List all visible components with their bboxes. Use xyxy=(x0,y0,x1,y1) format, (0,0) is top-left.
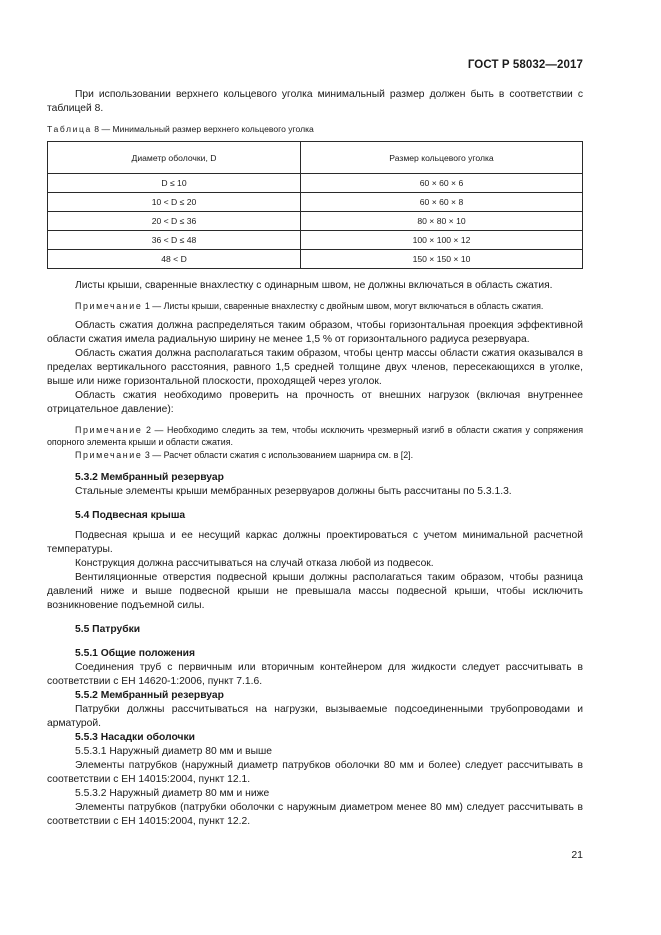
table-caption-text: 8 — Минимальный размер верхнего кольцевого уголка xyxy=(91,124,314,134)
section-5-5-2-heading: 5.5.2 Мембранный резервуар xyxy=(75,690,224,701)
note-3 xyxy=(47,449,583,462)
table-8 xyxy=(47,141,583,269)
section-5-5-3-2-text: Элементы патрубков (патрубки оболочки с наружным диаметром менее 80 мм) следует рассчитывать в соответствии с ЕН 14015:2004, пункт 12.2. xyxy=(47,802,583,827)
section-5-5-3-heading: 5.5.3 Насадки оболочки xyxy=(75,732,195,743)
size-cell: 80 × 80 × 10 xyxy=(301,212,583,231)
size-cell: 150 × 150 × 10 xyxy=(301,250,583,269)
page-content xyxy=(47,88,583,829)
section-5-5-heading: 5.5 Патрубки xyxy=(75,624,141,635)
document-header: ГОСТ Р 58032—2017 xyxy=(467,59,583,71)
table-row xyxy=(48,231,583,250)
section-5-3-2-heading: 5.3.2 Мембранный резервуар xyxy=(75,472,224,483)
table-caption xyxy=(47,122,583,136)
note-2-text: 2 — Необходимо следить за тем, чтобы исключить чрезмерный изгиб в области сжатия у сопряжения опорного элемента крыши и области сжатия. xyxy=(47,424,583,447)
note-1 xyxy=(47,300,583,313)
diameter-cell: 48 < D xyxy=(48,250,301,269)
section-5-5-3-2-heading: 5.5.3.2 Наружный диаметр 80 мм и ниже xyxy=(75,788,270,799)
diameter-cell: 36 < D ≤ 48 xyxy=(48,231,301,250)
size-cell: 60 × 60 × 6 xyxy=(301,174,583,193)
section-5-4-paragraph-1: Подвесная крыша и ее несущий каркас должны проектироваться с учетом минимальной расчетной температуры. xyxy=(47,530,583,555)
section-5-5-1-heading: 5.5.1 Общие положения xyxy=(75,648,195,659)
diameter-cell: 20 < D ≤ 36 xyxy=(48,212,301,231)
size-cell: 100 × 100 × 12 xyxy=(301,231,583,250)
section-5-4-heading: 5.4 Подвесная крыша xyxy=(75,510,186,521)
size-cell: 60 × 60 × 8 xyxy=(301,193,583,212)
section-5-5-3-1-heading: 5.5.3.1 Наружный диаметр 80 мм и выше xyxy=(75,746,273,757)
table-row xyxy=(48,193,583,212)
table-row xyxy=(48,212,583,231)
section-5-5-2-text: Патрубки должны рассчитываться на нагрузки, вызываемые подсоединенными трубопроводами и арматурой. xyxy=(47,704,583,729)
compression-area-paragraph-3: Область сжатия необходимо проверить на прочность от внешних нагрузок (включая внутреннее отрицательное давление): xyxy=(47,389,583,415)
table-row xyxy=(48,250,583,269)
intro-paragraph: При использовании верхнего кольцевого уголка минимальный размер должен быть в соответствии с таблицей 8. xyxy=(47,89,583,114)
section-5-4-paragraph-2: Конструкция должна рассчитываться на случай отказа любой из подвесок. xyxy=(75,558,434,569)
column-header-diameter: Диаметр оболочки, D xyxy=(48,142,301,174)
compression-area-paragraph-2: Область сжатия должна располагаться таким образом, чтобы центр массы области сжатия оказывался в пределах вертикального расстояния, равного 1,5 средней толщине двух членов, пересекающихся в уголке, выше или ниже горизонтальной плоскости, проходящей через уголок. xyxy=(47,347,583,387)
compression-area-paragraph-1: Область сжатия должна распределяться таким образом, чтобы горизонтальная проекция эффективной области сжатия имела радиальную ширину не менее 1,5 % от горизонтального радиуса резервуара. xyxy=(47,319,583,345)
note-label: Примечание xyxy=(75,449,143,460)
section-5-4-paragraph-3: Вентиляционные отверстия подвесной крыши должны располагаться таким образом, чтобы разница давлений ниже и выше подвесной крыши не превышала массы подвесной крыши, чтобы исключить возникновение подъемной силы. xyxy=(47,572,583,611)
section-5-3-2-text: Стальные элементы крыши мембранных резервуаров должны быть рассчитаны по 5.3.1.3. xyxy=(75,486,512,497)
table-header-row xyxy=(48,142,583,174)
page-number: 21 xyxy=(571,849,583,861)
diameter-cell: D ≤ 10 xyxy=(48,174,301,193)
section-5-5-1-text: Соединения труб с первичным или вторичным контейнером для жидкости следует рассчитывать в соответствии с ЕН 14620-1:2006, пункт 7.1.6. xyxy=(47,662,583,687)
diameter-cell: 10 < D ≤ 20 xyxy=(48,193,301,212)
note-1-text: 1 — Листы крыши, сваренные внахлестку с двойным швом, могут включаться в область сжатия. xyxy=(142,301,544,311)
note-3-text: 3 — Расчет области сжатия с использованием шарнира см. в [2]. xyxy=(142,449,414,460)
section-5-5-3-1-text: Элементы патрубков (наружный диаметр патрубков оболочки 80 мм и более) следует рассчитывать в соответствии с ЕН 14015:2004, пункт 12.1. xyxy=(47,760,583,785)
table-caption-label: Таблица xyxy=(47,124,92,134)
roof-sheets-paragraph: Листы крыши, сваренные внахлестку с одинарным швом, не должны включаться в область сжатия. xyxy=(75,280,553,291)
table-row xyxy=(48,174,583,193)
note-2 xyxy=(47,424,583,449)
column-header-size: Размер кольцевого уголка xyxy=(301,142,583,174)
note-label: Примечание xyxy=(75,301,143,311)
note-label: Примечание xyxy=(75,424,143,435)
